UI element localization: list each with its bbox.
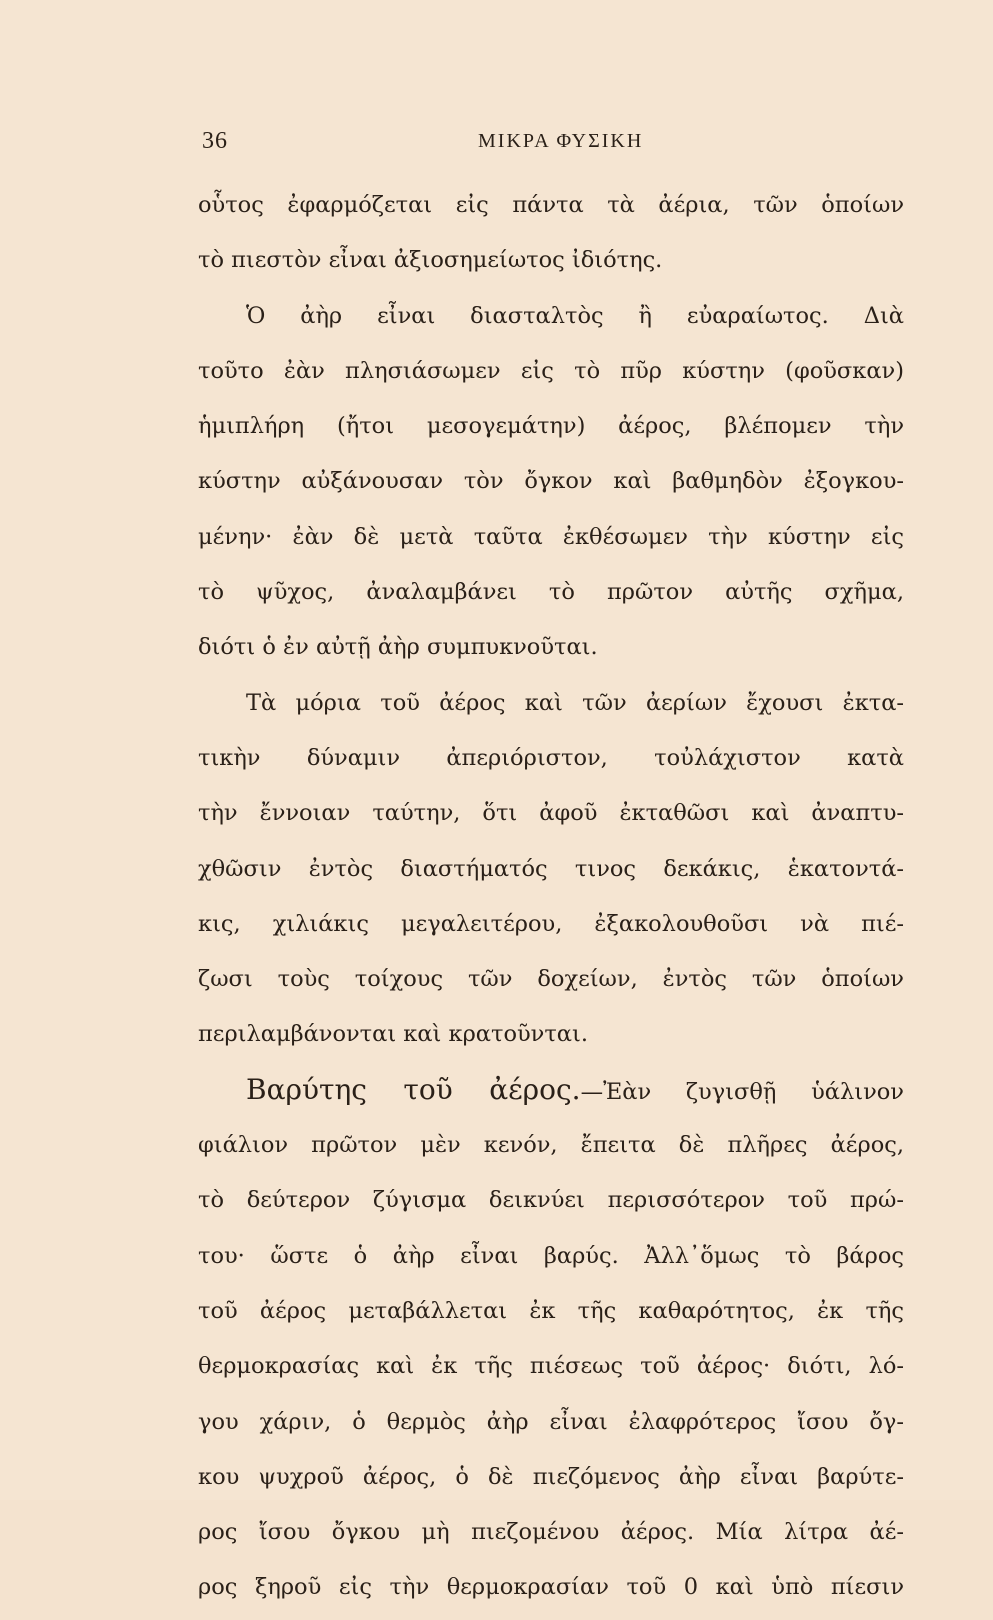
text-line: κις, χιλιάκις μεγαλειτέρου, ἐξακολουθοῦσι νὰ πιέ-: [198, 910, 904, 937]
text-line: θερμοκρασίας καὶ ἐκ τῆς πιέσεως τοῦ ἀέρος· διότι, λό-: [198, 1353, 904, 1380]
text-line: του· ὥστε ὁ ἀὴρ εἶναι βαρύς. Ἀλλ᾽ὅμως τὸ βάρος: [198, 1242, 904, 1269]
text-line: μένην· ἐὰν δὲ μετὰ ταῦτα ἐκθέσωμεν τὴν κύστην εἰς: [198, 523, 904, 550]
text-line: ἡμιπλήρη (ἤτοι μεσογεμάτην) ἀέρος, βλέπομεν τὴν: [198, 413, 904, 440]
section-heading-line: [198, 1067, 904, 1122]
section-text: —Ἐὰν ζυγισθῇ ὑάλινον: [580, 1078, 904, 1105]
text-line: κύστην αὐξάνουσαν τὸν ὄγκον καὶ βαθμηδὸν ἐξογκου-: [198, 468, 904, 495]
text-line: τὸ δεύτερον ζύγισμα δεικνύει περισσότερον τοῦ πρώ-: [198, 1187, 904, 1214]
text-line: τὸ πιεστὸν εἶναι ἀξιοσημείωτος ἰδιότης.: [198, 247, 663, 274]
text-line: περιλαμβάνονται καὶ κρατοῦνται.: [198, 1021, 588, 1048]
running-title: ΜΙΚΡΑ ΦΥΣΙΚΗ: [478, 130, 644, 152]
text-line: Ὁ ἀὴρ εἶναι διασταλτὸς ἢ εὐαραίωτος. Διὰ: [246, 302, 904, 329]
page-number: 36: [202, 128, 228, 154]
text-line: χθῶσιν ἐντὸς διαστήματός τινος δεκάκις, ἑκατοντά-: [198, 855, 904, 882]
text-line: κου ψυχροῦ ἀέρος, ὁ δὲ πιεζόμενος ἀὴρ εἶναι βαρύτε-: [198, 1463, 904, 1490]
text-line: οὗτος ἐφαρμόζεται εἰς πάντα τὰ ἀέρια, τῶν ὁποίων: [198, 192, 904, 218]
text-line: φιάλιον πρῶτον μὲν κενόν, ἔπειτα δὲ πλῆρες ἀέρος,: [198, 1132, 904, 1159]
text-line: ρος ἴσου ὄγκου μὴ πιεζομένου ἀέρος. Μία λίτρα ἀέ-: [198, 1519, 904, 1546]
text-line: διότι ὁ ἐν αὐτῇ ἀὴρ συμπυκνοῦται.: [198, 634, 598, 661]
text-line: τὸ ψῦχος, ἀναλαμβάνει τὸ πρῶτον αὐτῆς σχῆμα,: [198, 579, 904, 606]
text-line: ρος ξηροῦ εἰς τὴν θερμοκρασίαν τοῦ 0 καὶ ὑπὸ πίεσιν: [198, 1574, 904, 1601]
section-title: Βαρύτης τοῦ ἀέρος.: [246, 1072, 581, 1106]
body-text: [198, 182, 904, 1620]
text-line: τὴν ἔννοιαν ταύτην, ὅτι ἀφοῦ ἐκταθῶσι καὶ ἀναπτυ-: [198, 800, 904, 827]
text-line: τοῦ ἀέρος μεταβάλλεται ἐκ τῆς καθαρότητος, ἐκ τῆς: [198, 1297, 904, 1324]
text-line: Τὰ μόρια τοῦ ἀέρος καὶ τῶν ἀερίων ἔχουσι ἐκτα-: [246, 689, 904, 716]
page-header: [202, 128, 902, 168]
text-line: τικὴν δύναμιν ἀπεριόριστον, τοὐλάχιστον κατὰ: [198, 744, 904, 771]
text-line: ζωσι τοὺς τοίχους τῶν δοχείων, ἐντὸς τῶν ὁποίων: [198, 966, 904, 993]
text-line: γου χάριν, ὁ θερμὸς ἀὴρ εἶναι ἐλαφρότερος ἴσου ὄγ-: [198, 1408, 904, 1435]
text-line: τοῦτο ἐὰν πλησιάσωμεν εἰς τὸ πῦρ κύστην (φοῦσκαν): [198, 357, 904, 384]
